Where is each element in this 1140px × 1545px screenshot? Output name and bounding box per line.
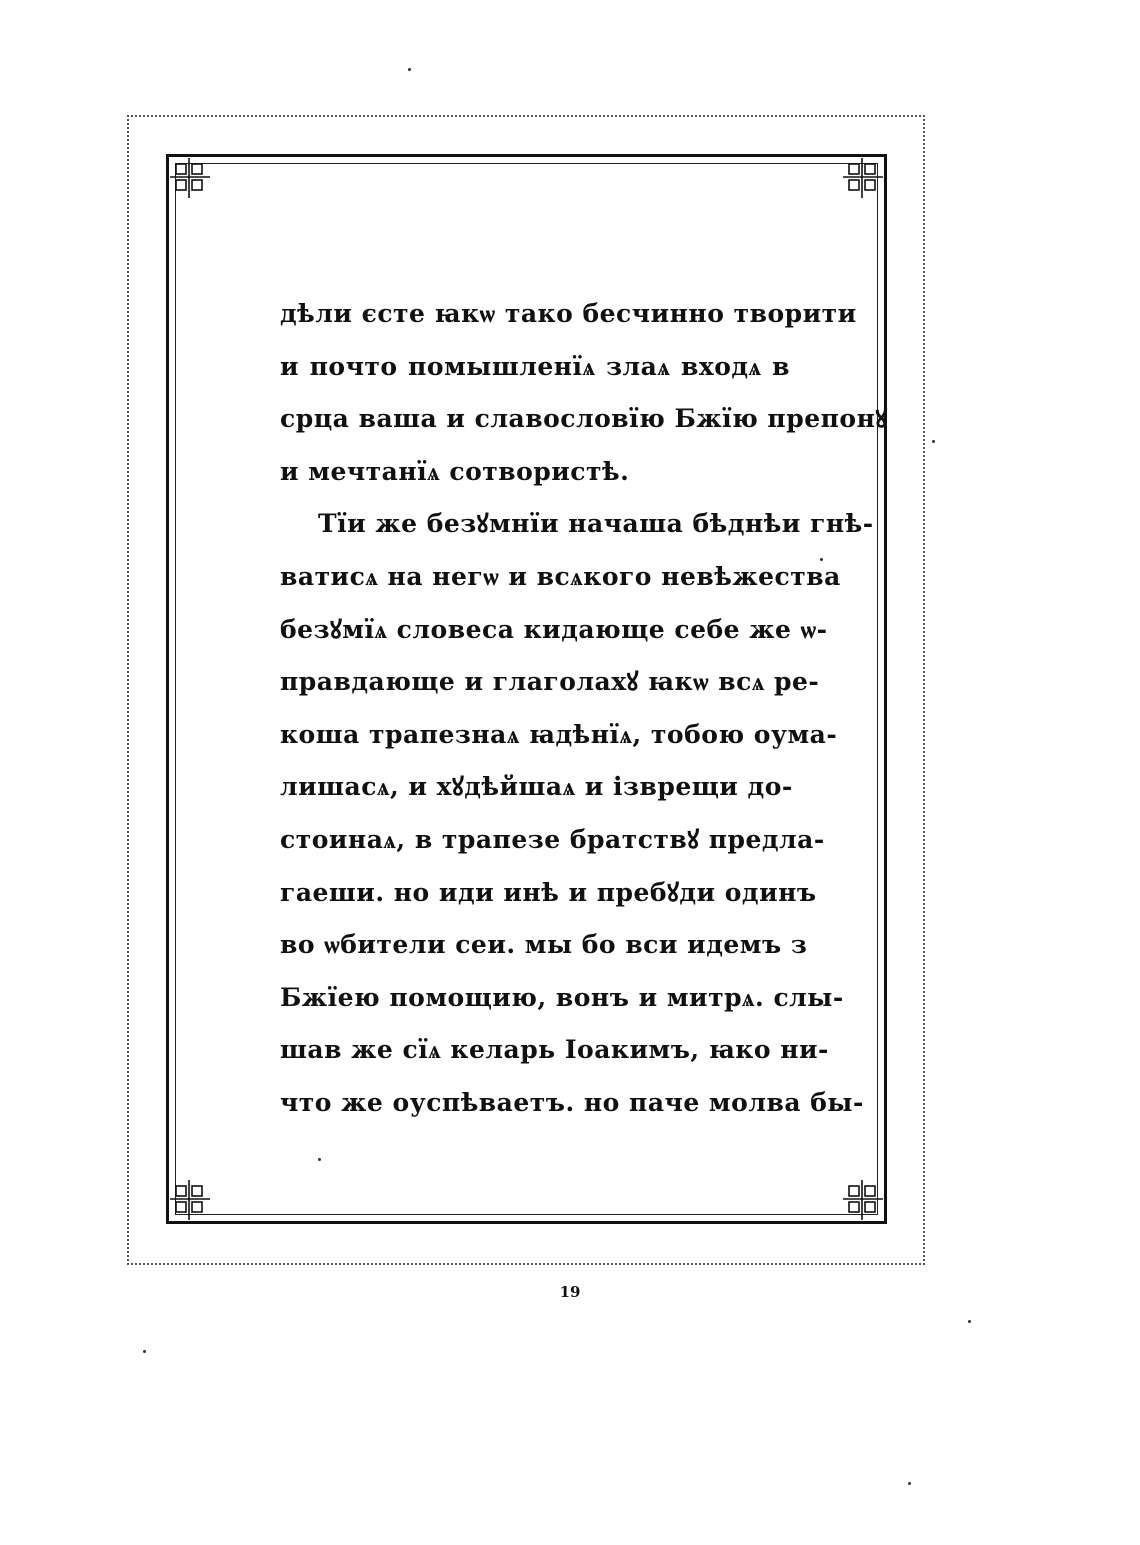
- corner-ornament-icon: [170, 1180, 210, 1220]
- text-line: ватисѧ на негѡ и всѧкого невѣжества: [280, 561, 841, 591]
- text-line: срца ваша и славословїю Бжїю препонꙋ: [280, 404, 888, 434]
- scan-speck: [143, 1350, 146, 1353]
- text-line: шав же сїѧ келарь Іоакимъ, ꙗко ни-: [280, 1035, 829, 1065]
- text-line: и почто помышленїѧ злаѧ входѧ в: [280, 351, 790, 381]
- scan-speck: [932, 440, 935, 443]
- corner-ornament-icon: [843, 158, 883, 198]
- text-line: и мечтанїѧ сотвористѣ.: [280, 456, 630, 486]
- text-line: дѣли єсте ꙗкѡ тако бесчинно творити: [280, 299, 857, 328]
- text-line: безꙋмїѧ словеса кидающе себе же ѡ-: [280, 614, 828, 644]
- corner-ornament-icon: [843, 1180, 883, 1220]
- text-line: Тїи же безꙋмнїи начаша бѣднѣи гнѣ-: [318, 509, 874, 539]
- text-line: стоинаѧ, в трапезе братствꙋ предла-: [280, 824, 825, 854]
- text-line: гаеши. но иди инѣ и пребꙋди одинъ: [280, 877, 817, 907]
- text-line: Бжїею помощию, вонъ и митрѧ. слы-: [280, 982, 844, 1012]
- page-number: 19: [559, 1283, 581, 1301]
- body-text: [280, 288, 888, 1130]
- text-line: лишасѧ, и хꙋдѣйшаѧ и ізврещи до-: [280, 772, 793, 802]
- paragraph-2: [280, 498, 874, 1129]
- scan-speck: [968, 1320, 971, 1323]
- paragraph-1: [280, 288, 888, 498]
- text-line: коша трапезнаѧ ꙗдѣнїѧ, тобою оумa-: [280, 719, 838, 749]
- text-line: во ѡбители сеи. мы бо вси идемъ з: [280, 930, 808, 960]
- text-line: что же оуспѣваетъ. но паче молва бы-: [280, 1087, 864, 1117]
- scan-speck: [820, 558, 823, 561]
- text-line: правдающе и глаголахꙋ ꙗкѡ всѧ ре-: [280, 667, 820, 697]
- scan-speck: [408, 68, 411, 71]
- scan-speck: [908, 1482, 911, 1485]
- corner-ornament-icon: [170, 158, 210, 198]
- scan-speck: [318, 1158, 321, 1161]
